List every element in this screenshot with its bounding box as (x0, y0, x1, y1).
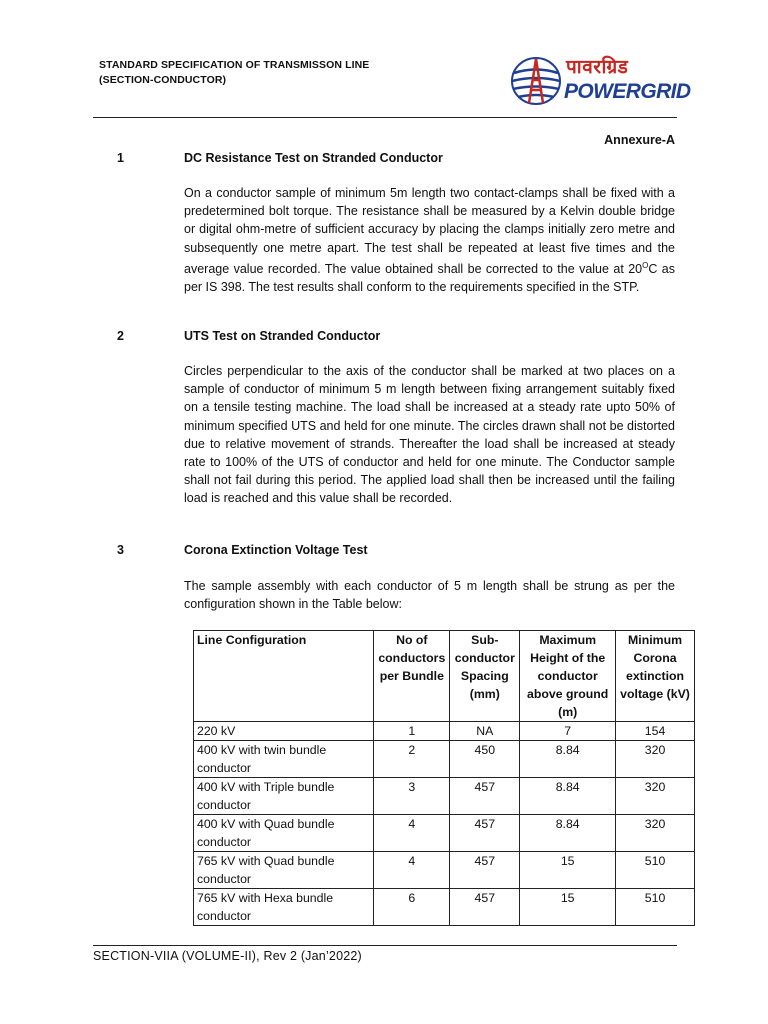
header-title: STANDARD SPECIFICATION OF TRANSMISSON LINE (99, 59, 370, 71)
table-row (194, 852, 695, 889)
header-conductors-per-bundle: No of conductors per Bundle (374, 631, 450, 722)
cell-spacing: 450 (450, 741, 520, 778)
cell-voltage: 510 (616, 852, 695, 889)
degree-superscript: O (642, 260, 649, 270)
cell-line-configuration: 765 kV with Quad bundle conductor (194, 852, 374, 889)
table-row (194, 722, 695, 741)
cell-height: 15 (520, 852, 616, 889)
cell-line-configuration: 400 kV with Triple bundle conductor (194, 778, 374, 815)
table-row (194, 741, 695, 778)
cell-conductors: 2 (374, 741, 450, 778)
cell-height: 8.84 (520, 778, 616, 815)
cell-conductors: 3 (374, 778, 450, 815)
cell-height: 15 (520, 889, 616, 926)
section-2-number: 2 (117, 329, 124, 343)
annexure-label: Annexure-A (604, 133, 675, 147)
cell-voltage: 510 (616, 889, 695, 926)
cell-spacing: 457 (450, 852, 520, 889)
section-1-text (184, 184, 675, 296)
cell-voltage: 320 (616, 778, 695, 815)
table-row (194, 778, 695, 815)
cell-height: 7 (520, 722, 616, 741)
header-max-height: Maximum Height of the conductor above ground (m) (520, 631, 616, 722)
footer-divider (93, 945, 677, 946)
header-divider (93, 117, 677, 118)
header-sub-conductor-spacing: Sub-conductor Spacing (mm) (450, 631, 520, 722)
cell-line-configuration: 400 kV with Quad bundle conductor (194, 815, 374, 852)
powergrid-logo (510, 56, 691, 108)
corona-config-table (193, 630, 695, 926)
document-header (99, 58, 369, 88)
cell-voltage: 154 (616, 722, 695, 741)
header-min-corona-voltage: Minimum Corona extinction voltage (kV) (616, 631, 695, 722)
section-3-title: Corona Extinction Voltage Test (184, 543, 368, 557)
section-2-title: UTS Test on Stranded Conductor (184, 329, 381, 343)
cell-height: 8.84 (520, 741, 616, 778)
header-subtitle: (SECTION-CONDUCTOR) (99, 74, 227, 86)
cell-height: 8.84 (520, 815, 616, 852)
cell-conductors: 4 (374, 815, 450, 852)
header-line-configuration: Line Configuration (194, 631, 374, 722)
table-header-row (194, 631, 695, 722)
globe-tower-icon (510, 56, 562, 106)
cell-conductors: 4 (374, 852, 450, 889)
section-3-text: The sample assembly with each conductor of 5 m length shall be strung as per the configuration shown in the Table below: (184, 579, 675, 612)
logo-english-text: POWERGRID (564, 80, 691, 103)
footer-section-label: SECTION-VIIA (VOLUME-II), Rev 2 (Jan’2022) (93, 949, 362, 963)
table-row (194, 889, 695, 926)
cell-spacing: 457 (450, 815, 520, 852)
cell-spacing: 457 (450, 778, 520, 815)
section-1-text-main: On a conductor sample of minimum 5m length two contact-clamps shall be fixed with a predetermined bolt torque. The resistance shall be measured by a Kelvin double bridge or digital ohm-metre of sufficient accuracy by placing the clamps initially zero metre and subsequently one metre apart. The test shall be repeated at least five times and the average value recorded. The value obtained shall be corrected to the value at 20 (184, 186, 675, 276)
cell-line-configuration: 400 kV with twin bundle conductor (194, 741, 374, 778)
section-1-text-end: C as per IS 398. The test results shall conform to the requirements specified in the STP. (184, 261, 676, 295)
cell-spacing: 457 (450, 889, 520, 926)
cell-voltage: 320 (616, 741, 695, 778)
logo-hindi-text: पावरग्रिड (566, 57, 629, 78)
cell-voltage: 320 (616, 815, 695, 852)
cell-conductors: 6 (374, 889, 450, 926)
cell-conductors: 1 (374, 722, 450, 741)
cell-line-configuration: 220 kV (194, 722, 374, 741)
section-3-number: 3 (117, 543, 124, 557)
section-1-title: DC Resistance Test on Stranded Conductor (184, 151, 443, 165)
table-row (194, 815, 695, 852)
section-2-text: Circles perpendicular to the axis of the conductor shall be marked at two places on a sample of conductor of minimum 5 m length between fixing arrangement suitably fixed on a tensile testing machine. The load shall be increased at a steady rate upto 50% of minimum specified UTS and held for one minute. The circles drawn shall not be distorted due to relative movement of strands. Thereafter the load shall be increased at steady rate to 100% of the UTS of conductor and held for one minute. The Conductor sample shall not fail during this period. The applied load shall then be increased until the failing load is reached and this value shall be recorded. (184, 364, 675, 506)
cell-line-configuration: 765 kV with Hexa bundle conductor (194, 889, 374, 926)
cell-spacing: NA (450, 722, 520, 741)
section-1-number: 1 (117, 151, 124, 165)
